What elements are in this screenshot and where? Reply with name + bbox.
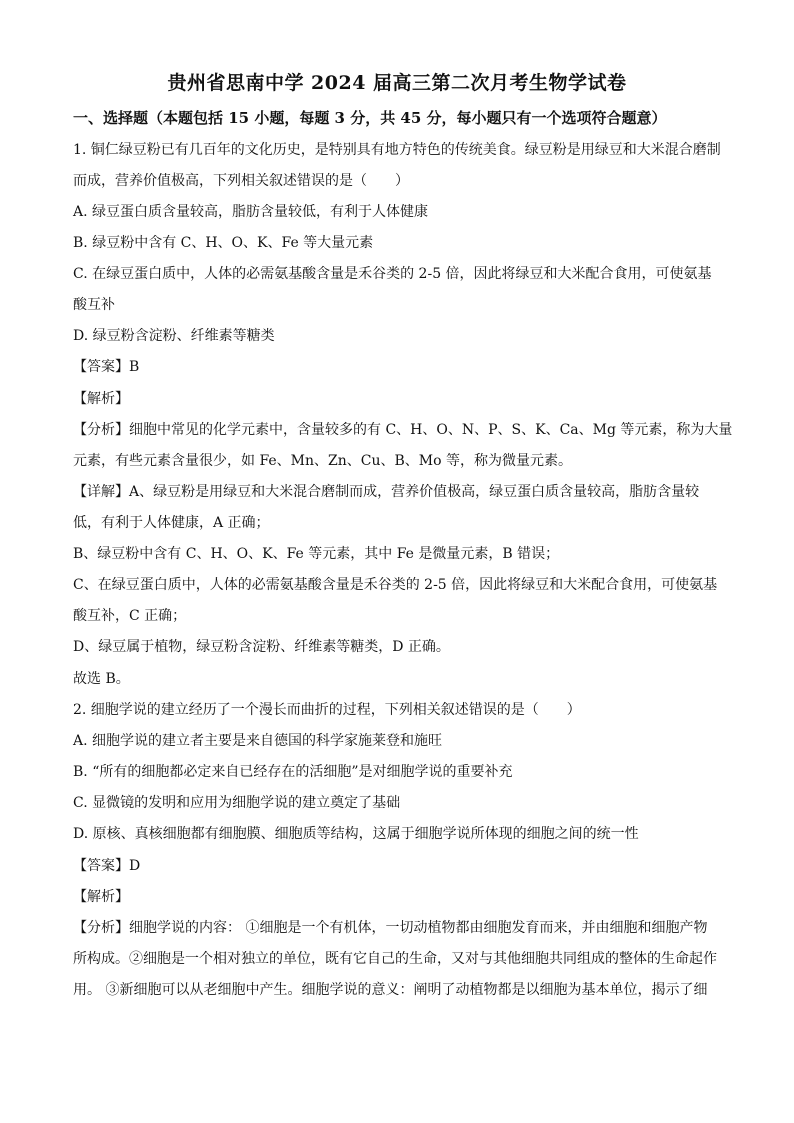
analysis-label: 【解析】 bbox=[73, 889, 129, 905]
analysis-label: 【解析】 bbox=[73, 391, 129, 407]
text-line: A. 绿豆蛋白质含量较高，脂肪含量较低，有利于人体健康 bbox=[73, 204, 429, 220]
text-line: C. 在绿豆蛋白质中，人体的必需氨基酸含量是禾谷类的 2-5 倍，因此将绿豆和大米配合食用，可使氨基 bbox=[73, 266, 712, 282]
text-line: B. 绿豆粉中含有 C、H、O、K、Fe 等大量元素 bbox=[73, 235, 374, 251]
text-line: B. “所有的细胞都必定来自已经存在的活细胞”是对细胞学说的重要补充 bbox=[73, 764, 513, 780]
text-line: C. 显微镜的发明和应用为细胞学说的建立奠定了基础 bbox=[73, 795, 401, 811]
text-line: 用。 ③新细胞可以从老细胞中产生。细胞学说的意义：阐明了动植物都是以细胞为基本单位，揭示了细 bbox=[73, 982, 708, 998]
text-line: D. 原核、真核细胞都有细胞膜、细胞质等结构，这属于细胞学说所体现的细胞之间的统一性 bbox=[73, 826, 639, 842]
text-line: 【分析】细胞中常见的化学元素中，含量较多的有 C、H、O、N、P、S、K、Ca、Mg 等元素，称为大量 bbox=[73, 422, 733, 438]
text-line: 1. 铜仁绿豆粉已有几百年的文化历史，是特别具有地方特色的传统美食。绿豆粉是用绿豆和大米混合磨制 bbox=[73, 142, 721, 158]
text-line: C、在绿豆蛋白质中，人体的必需氨基酸含量是禾谷类的 2-5 倍，因此将绿豆和大米配合食用，可使氨基 bbox=[73, 577, 718, 593]
text-line: 而成，营养价值极高，下列相关叙述错误的是（ ） bbox=[73, 173, 409, 189]
text-line: B、绿豆粉中含有 C、H、O、K、Fe 等元素，其中 Fe 是微量元素，B 错误； bbox=[73, 546, 560, 562]
text-line: 故选 B。 bbox=[73, 671, 130, 687]
text-line: D. 绿豆粉含淀粉、纤维素等糖类 bbox=[73, 328, 275, 344]
section-heading: 一、选择题（本题包括 15 小题，每题 3 分，共 45 分，每小题只有一个选项符合题意） bbox=[73, 109, 667, 127]
answer-label: 【答案】B bbox=[73, 359, 140, 375]
text-line: 所构成。②细胞是一个相对独立的单位，既有它自己的生命，又对与其他细胞共同组成的整体的生命起作 bbox=[73, 951, 717, 967]
exam-title: 贵州省思南中学 2024 届高三第二次月考生物学试卷 bbox=[167, 72, 627, 94]
text-line: 酸互补 bbox=[73, 297, 115, 313]
text-line: 【详解】A、绿豆粉是用绿豆和大米混合磨制而成，营养价值极高，绿豆蛋白质含量较高，脂肪含量较 bbox=[73, 484, 700, 500]
text-line: D、绿豆属于植物，绿豆粉含淀粉、纤维素等糖类，D 正确。 bbox=[73, 639, 450, 655]
text-line: 元素，有些元素含量很少，如 Fe、Mn、Zn、Cu、B、Mo 等，称为微量元素。 bbox=[73, 453, 573, 469]
answer-label: 【答案】D bbox=[73, 858, 141, 874]
text-line: A. 细胞学说的建立者主要是来自德国的科学家施莱登和施旺 bbox=[73, 733, 443, 749]
text-line: 低，有利于人体健康，A 正确； bbox=[73, 515, 270, 531]
text-line: 酸互补，C 正确； bbox=[73, 608, 187, 624]
text-line: 【分析】细胞学说的内容： ①细胞是一个有机体，一切动植物都由细胞发育而来，并由细胞和细胞产物 bbox=[73, 920, 708, 936]
text-line: 2. 细胞学说的建立经历了一个漫长而曲折的过程，下列相关叙述错误的是（ ） bbox=[73, 702, 581, 718]
